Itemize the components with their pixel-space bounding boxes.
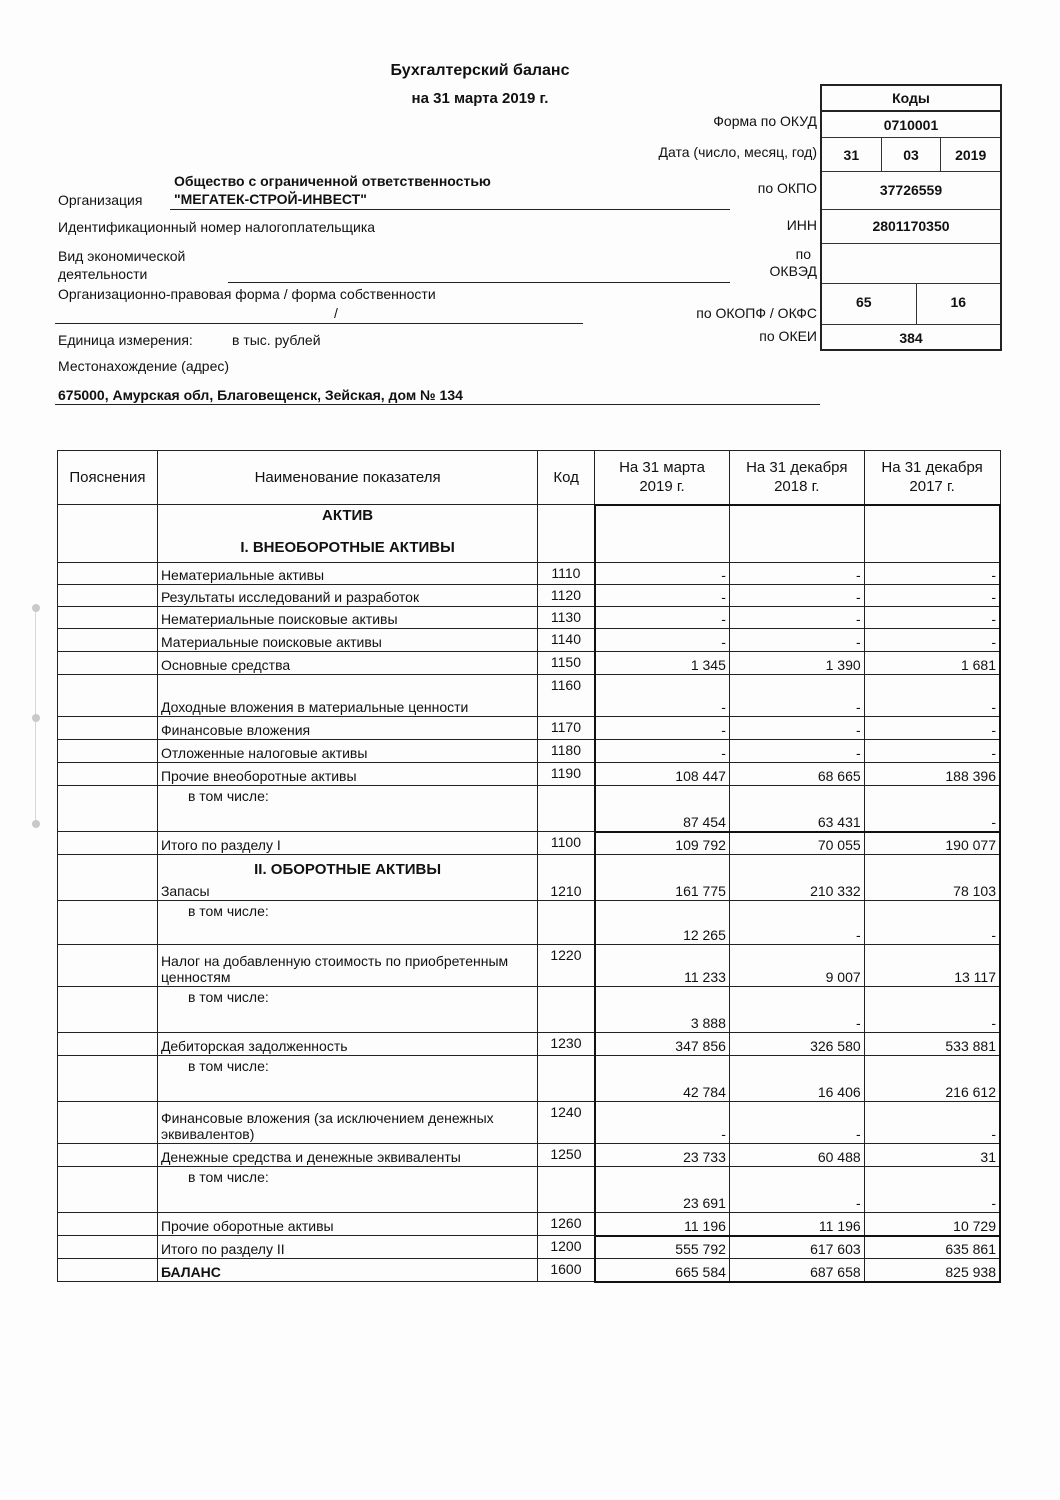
- value-2018-12-31: -: [729, 585, 864, 607]
- notes-cell: [58, 505, 158, 563]
- document-date: на 31 марта 2019 г.: [411, 90, 549, 107]
- okpo-value: 37726559: [822, 172, 1000, 210]
- value-2017-12-31: 635 861: [864, 1236, 1000, 1259]
- col-header-code: Код: [538, 451, 595, 505]
- table-row: [58, 786, 1001, 832]
- value-2019-03-31: 12 265: [595, 901, 730, 945]
- col-header-2019-03: [595, 451, 730, 505]
- value-2018-12-31: -: [729, 901, 864, 945]
- row-code: 1220: [538, 945, 595, 987]
- table-header-row: [58, 451, 1001, 505]
- row-name: Результаты исследований и разработок: [157, 585, 537, 607]
- value-2019-03-31: 87 454: [595, 786, 730, 832]
- notes-cell: [58, 563, 158, 585]
- col1-line1: На 31 марта: [619, 459, 705, 477]
- table-row: [58, 1213, 1001, 1236]
- table-row: [58, 740, 1001, 763]
- value-2018-12-31: 687 658: [729, 1259, 864, 1282]
- notes-cell: [58, 629, 158, 652]
- value-2017-12-31: -: [864, 1167, 1000, 1213]
- table-row: [58, 1259, 1001, 1282]
- row-name: Денежные средства и денежные эквиваленты: [157, 1144, 537, 1167]
- row-name-with-section2-heading: [157, 855, 537, 901]
- value-2018-12-31: -: [729, 563, 864, 585]
- notes-cell: [58, 763, 158, 786]
- table-row: [58, 652, 1001, 675]
- value-2017-12-31: -: [864, 717, 1000, 740]
- value-2017-12-31: 190 077: [864, 832, 1000, 855]
- codes-header: Коды: [822, 86, 1000, 112]
- org-name-line1: Общество с ограниченной ответственностью: [174, 173, 491, 189]
- row-code: [538, 901, 595, 945]
- notes-cell: [58, 607, 158, 629]
- inn-value: 2801170350: [822, 210, 1000, 244]
- value-2019-03-31: 161 775: [595, 855, 730, 901]
- org-name-line2: "МЕГАТЕК-СТРОЙ-ИНВЕСТ": [174, 191, 367, 207]
- section1-heading-row: [58, 505, 1001, 563]
- value-2019-03-31: -: [595, 740, 730, 763]
- value-2017-12-31: 13 117: [864, 945, 1000, 987]
- okopf-okfs-label: по ОКОПФ / ОКФС: [696, 305, 817, 321]
- row-name-subitem: в том числе:: [157, 901, 537, 945]
- date-label: Дата (число, месяц, год): [658, 144, 817, 160]
- col2-line1: На 31 декабря: [746, 459, 848, 477]
- value-2018-12-31: 9 007: [729, 945, 864, 987]
- inn-label: Идентификационный номер налогоплательщика: [58, 219, 376, 235]
- row-name-subitem: в том числе:: [157, 987, 537, 1033]
- notes-cell: [58, 832, 158, 855]
- col-header-notes: Пояснения: [58, 451, 158, 505]
- org-underline: [170, 209, 730, 210]
- row-name: Финансовые вложения (за исключением денежных эквивалентов): [157, 1102, 537, 1144]
- value-2019-03-31: 23 733: [595, 1144, 730, 1167]
- col2-line2: 2018 г.: [774, 478, 820, 496]
- address-value: 675000, Амурская обл, Благовещенск, Зейская, дом № 134: [58, 387, 463, 403]
- value-2017-12-31: 31: [864, 1144, 1000, 1167]
- value-cell: [864, 505, 1000, 563]
- value-2019-03-31: 23 691: [595, 1167, 730, 1213]
- row-code: 1200: [538, 1236, 595, 1259]
- notes-cell: [58, 717, 158, 740]
- value-2017-12-31: -: [864, 675, 1000, 717]
- section2-heading: II. ОБОРОТНЫЕ АКТИВЫ: [254, 861, 442, 878]
- org-label: Организация: [58, 192, 143, 208]
- row-code: 1230: [538, 1033, 595, 1056]
- okud-value: 0710001: [822, 112, 1000, 138]
- okved-label-line2: ОКВЭД: [769, 263, 817, 279]
- asset-heading: АКТИВ: [322, 507, 374, 524]
- date-day: 31: [822, 138, 882, 171]
- value-2017-12-31: 825 938: [864, 1259, 1000, 1282]
- value-2019-03-31: 11 196: [595, 1213, 730, 1236]
- row-name: Основные средства: [157, 652, 537, 675]
- row-code: [538, 1056, 595, 1102]
- value-2017-12-31: 1 681: [864, 652, 1000, 675]
- row-name: Доходные вложения в материальные ценности: [157, 675, 537, 717]
- okved-value: [822, 244, 1000, 284]
- col3-line1: На 31 декабря: [881, 459, 983, 477]
- value-2017-12-31: -: [864, 629, 1000, 652]
- value-2017-12-31: 533 881: [864, 1033, 1000, 1056]
- value-2018-12-31: 617 603: [729, 1236, 864, 1259]
- row-code: 1180: [538, 740, 595, 763]
- okei-label: по ОКЕИ: [759, 328, 817, 344]
- table-row: [58, 675, 1001, 717]
- value-2017-12-31: -: [864, 1102, 1000, 1144]
- value-2018-12-31: 326 580: [729, 1033, 864, 1056]
- row-name: Материальные поисковые активы: [157, 629, 537, 652]
- value-2018-12-31: -: [729, 987, 864, 1033]
- value-2019-03-31: -: [595, 563, 730, 585]
- notes-cell: [58, 901, 158, 945]
- table-row: [58, 1033, 1001, 1056]
- value-2017-12-31: -: [864, 563, 1000, 585]
- row-code: [538, 786, 595, 832]
- okei-value: 384: [899, 330, 923, 346]
- okved-label: [770, 246, 817, 280]
- notes-cell: [58, 1102, 158, 1144]
- row-code: 1110: [538, 563, 595, 585]
- col-header-name: Наименование показателя: [157, 451, 537, 505]
- value-2017-12-31: -: [864, 585, 1000, 607]
- table-row: [58, 763, 1001, 786]
- section1-heading: [157, 505, 537, 563]
- value-2019-03-31: 42 784: [595, 1056, 730, 1102]
- binding-hole-bottom: [32, 820, 40, 828]
- row-code: 1600: [538, 1259, 595, 1282]
- row-name: Прочие оборотные активы: [157, 1213, 537, 1236]
- legal-form-underline: [55, 323, 583, 324]
- table-row: [58, 1056, 1001, 1102]
- notes-cell: [58, 1167, 158, 1213]
- notes-cell: [58, 855, 158, 901]
- table-row: [58, 607, 1001, 629]
- value-2018-12-31: 70 055: [729, 832, 864, 855]
- notes-cell: [58, 1033, 158, 1056]
- row-name: Финансовые вложения: [157, 717, 537, 740]
- okopf-okfs-values: [822, 284, 1000, 325]
- row-code: 1210: [538, 855, 595, 901]
- col1-line2: 2019 г.: [639, 478, 685, 496]
- row-code: 1100: [538, 832, 595, 855]
- value-2017-12-31: 78 103: [864, 855, 1000, 901]
- row-name: Дебиторская задолженность: [157, 1033, 537, 1056]
- address-underline: [55, 404, 820, 405]
- row-name: Итого по разделу I: [157, 832, 537, 855]
- table-row: [58, 629, 1001, 652]
- value-2019-03-31: 555 792: [595, 1236, 730, 1259]
- notes-cell: [58, 675, 158, 717]
- value-2018-12-31: 63 431: [729, 786, 864, 832]
- value-2018-12-31: -: [729, 717, 864, 740]
- legal-form-label: Организационно-правовая форма / форма собственности: [58, 286, 436, 302]
- row-code: [538, 1167, 595, 1213]
- row-code: 1190: [538, 763, 595, 786]
- row-name: Нематериальные активы: [157, 563, 537, 585]
- notes-cell: [58, 1236, 158, 1259]
- value-cell: [595, 505, 730, 563]
- table-row: [58, 1167, 1001, 1213]
- binding-hole-top: [32, 604, 40, 612]
- value-2019-03-31: 3 888: [595, 987, 730, 1033]
- value-2019-03-31: -: [595, 675, 730, 717]
- value-2017-12-31: 10 729: [864, 1213, 1000, 1236]
- notes-cell: [58, 1144, 158, 1167]
- table-row: [58, 563, 1001, 585]
- notes-cell: [58, 945, 158, 987]
- row-name-subitem: в том числе:: [157, 1056, 537, 1102]
- table-row: [58, 945, 1001, 987]
- row-name: БАЛАНС: [157, 1259, 537, 1282]
- value-2018-12-31: 210 332: [729, 855, 864, 901]
- value-2017-12-31: -: [864, 786, 1000, 832]
- row-code: 1120: [538, 585, 595, 607]
- value-2017-12-31: 216 612: [864, 1056, 1000, 1102]
- value-2017-12-31: -: [864, 987, 1000, 1033]
- table-row: [58, 717, 1001, 740]
- value-2019-03-31: -: [595, 717, 730, 740]
- value-2017-12-31: -: [864, 740, 1000, 763]
- codes-box: [820, 84, 1002, 351]
- table-row: [58, 585, 1001, 607]
- unit-label: Единица измерения:: [58, 332, 193, 348]
- col-header-2017-12: [864, 451, 1000, 505]
- notes-cell: [58, 652, 158, 675]
- notes-cell: [58, 786, 158, 832]
- value-2018-12-31: -: [729, 629, 864, 652]
- col3-line2: 2017 г.: [909, 478, 955, 496]
- okpo-label: по ОКПО: [757, 180, 817, 196]
- table-row: [58, 901, 1001, 945]
- value-2019-03-31: -: [595, 585, 730, 607]
- value-2018-12-31: -: [729, 607, 864, 629]
- row-name-subitem: в том числе:: [157, 786, 537, 832]
- okved-label-line1: по: [795, 246, 811, 262]
- row-name-subitem: в том числе:: [157, 1167, 537, 1213]
- notes-cell: [58, 1213, 158, 1236]
- table-row: [58, 987, 1001, 1033]
- value-2019-03-31: 109 792: [595, 832, 730, 855]
- value-2018-12-31: 11 196: [729, 1213, 864, 1236]
- value-2018-12-31: -: [729, 1102, 864, 1144]
- row-code: 1250: [538, 1144, 595, 1167]
- row-code: 1130: [538, 607, 595, 629]
- date-month: 03: [882, 138, 942, 171]
- value-2018-12-31: -: [729, 1167, 864, 1213]
- value-2017-12-31: -: [864, 901, 1000, 945]
- row-name: Отложенные налоговые активы: [157, 740, 537, 763]
- table-row: [58, 1236, 1001, 1259]
- value-2019-03-31: -: [595, 607, 730, 629]
- inn-code-label: ИНН: [786, 217, 817, 233]
- value-cell: [729, 505, 864, 563]
- value-2017-12-31: -: [864, 607, 1000, 629]
- value-2018-12-31: -: [729, 675, 864, 717]
- table-row: [58, 855, 1001, 901]
- value-2018-12-31: 60 488: [729, 1144, 864, 1167]
- notes-cell: [58, 1259, 158, 1282]
- value-2019-03-31: 1 345: [595, 652, 730, 675]
- row-code: 1260: [538, 1213, 595, 1236]
- notes-cell: [58, 585, 158, 607]
- row-name: Запасы: [160, 883, 210, 899]
- activity-label-line2: деятельности: [58, 266, 148, 282]
- activity-underline: [228, 282, 730, 283]
- address-label: Местонахождение (адрес): [58, 358, 230, 374]
- date-values: [822, 138, 1000, 172]
- value-2019-03-31: 108 447: [595, 763, 730, 786]
- okfs-value: 16: [950, 294, 967, 310]
- row-name: Прочие внеоборотные активы: [157, 763, 537, 786]
- legal-form-value: /: [334, 305, 338, 321]
- value-2019-03-31: -: [595, 1102, 730, 1144]
- row-code: 1160: [538, 675, 595, 717]
- value-2019-03-31: 11 233: [595, 945, 730, 987]
- row-name: Итого по разделу II: [157, 1236, 537, 1259]
- value-2018-12-31: 68 665: [729, 763, 864, 786]
- notes-cell: [58, 1056, 158, 1102]
- notes-cell: [58, 740, 158, 763]
- value-2018-12-31: 1 390: [729, 652, 864, 675]
- value-2019-03-31: 347 856: [595, 1033, 730, 1056]
- section1-title: I. ВНЕОБОРОТНЫЕ АКТИВЫ: [240, 539, 455, 556]
- okud-label: Форма по ОКУД: [713, 113, 817, 129]
- value-2017-12-31: 188 396: [864, 763, 1000, 786]
- row-code: 1150: [538, 652, 595, 675]
- value-2019-03-31: 665 584: [595, 1259, 730, 1282]
- balance-table: [57, 450, 1001, 1283]
- document-title: Бухгалтерский баланс: [390, 62, 570, 79]
- row-code: [538, 987, 595, 1033]
- row-code: 1140: [538, 629, 595, 652]
- value-2018-12-31: 16 406: [729, 1056, 864, 1102]
- table-row: [58, 1144, 1001, 1167]
- notes-cell: [58, 987, 158, 1033]
- date-year: 2019: [955, 147, 987, 163]
- row-code: 1240: [538, 1102, 595, 1144]
- binding-hole-middle: [32, 714, 40, 722]
- table-row: [58, 1102, 1001, 1144]
- unit-value: в тыс. рублей: [232, 332, 321, 348]
- code-cell: [538, 505, 595, 563]
- row-code: 1170: [538, 717, 595, 740]
- okopf-value: 65: [822, 284, 917, 324]
- value-2018-12-31: -: [729, 740, 864, 763]
- value-2019-03-31: -: [595, 629, 730, 652]
- row-name: Нематериальные поисковые активы: [157, 607, 537, 629]
- activity-label-line1: Вид экономической: [58, 248, 186, 264]
- table-row: [58, 832, 1001, 855]
- col-header-2018-12: [729, 451, 864, 505]
- row-name: Налог на добавленную стоимость по приобретенным ценностям: [157, 945, 537, 987]
